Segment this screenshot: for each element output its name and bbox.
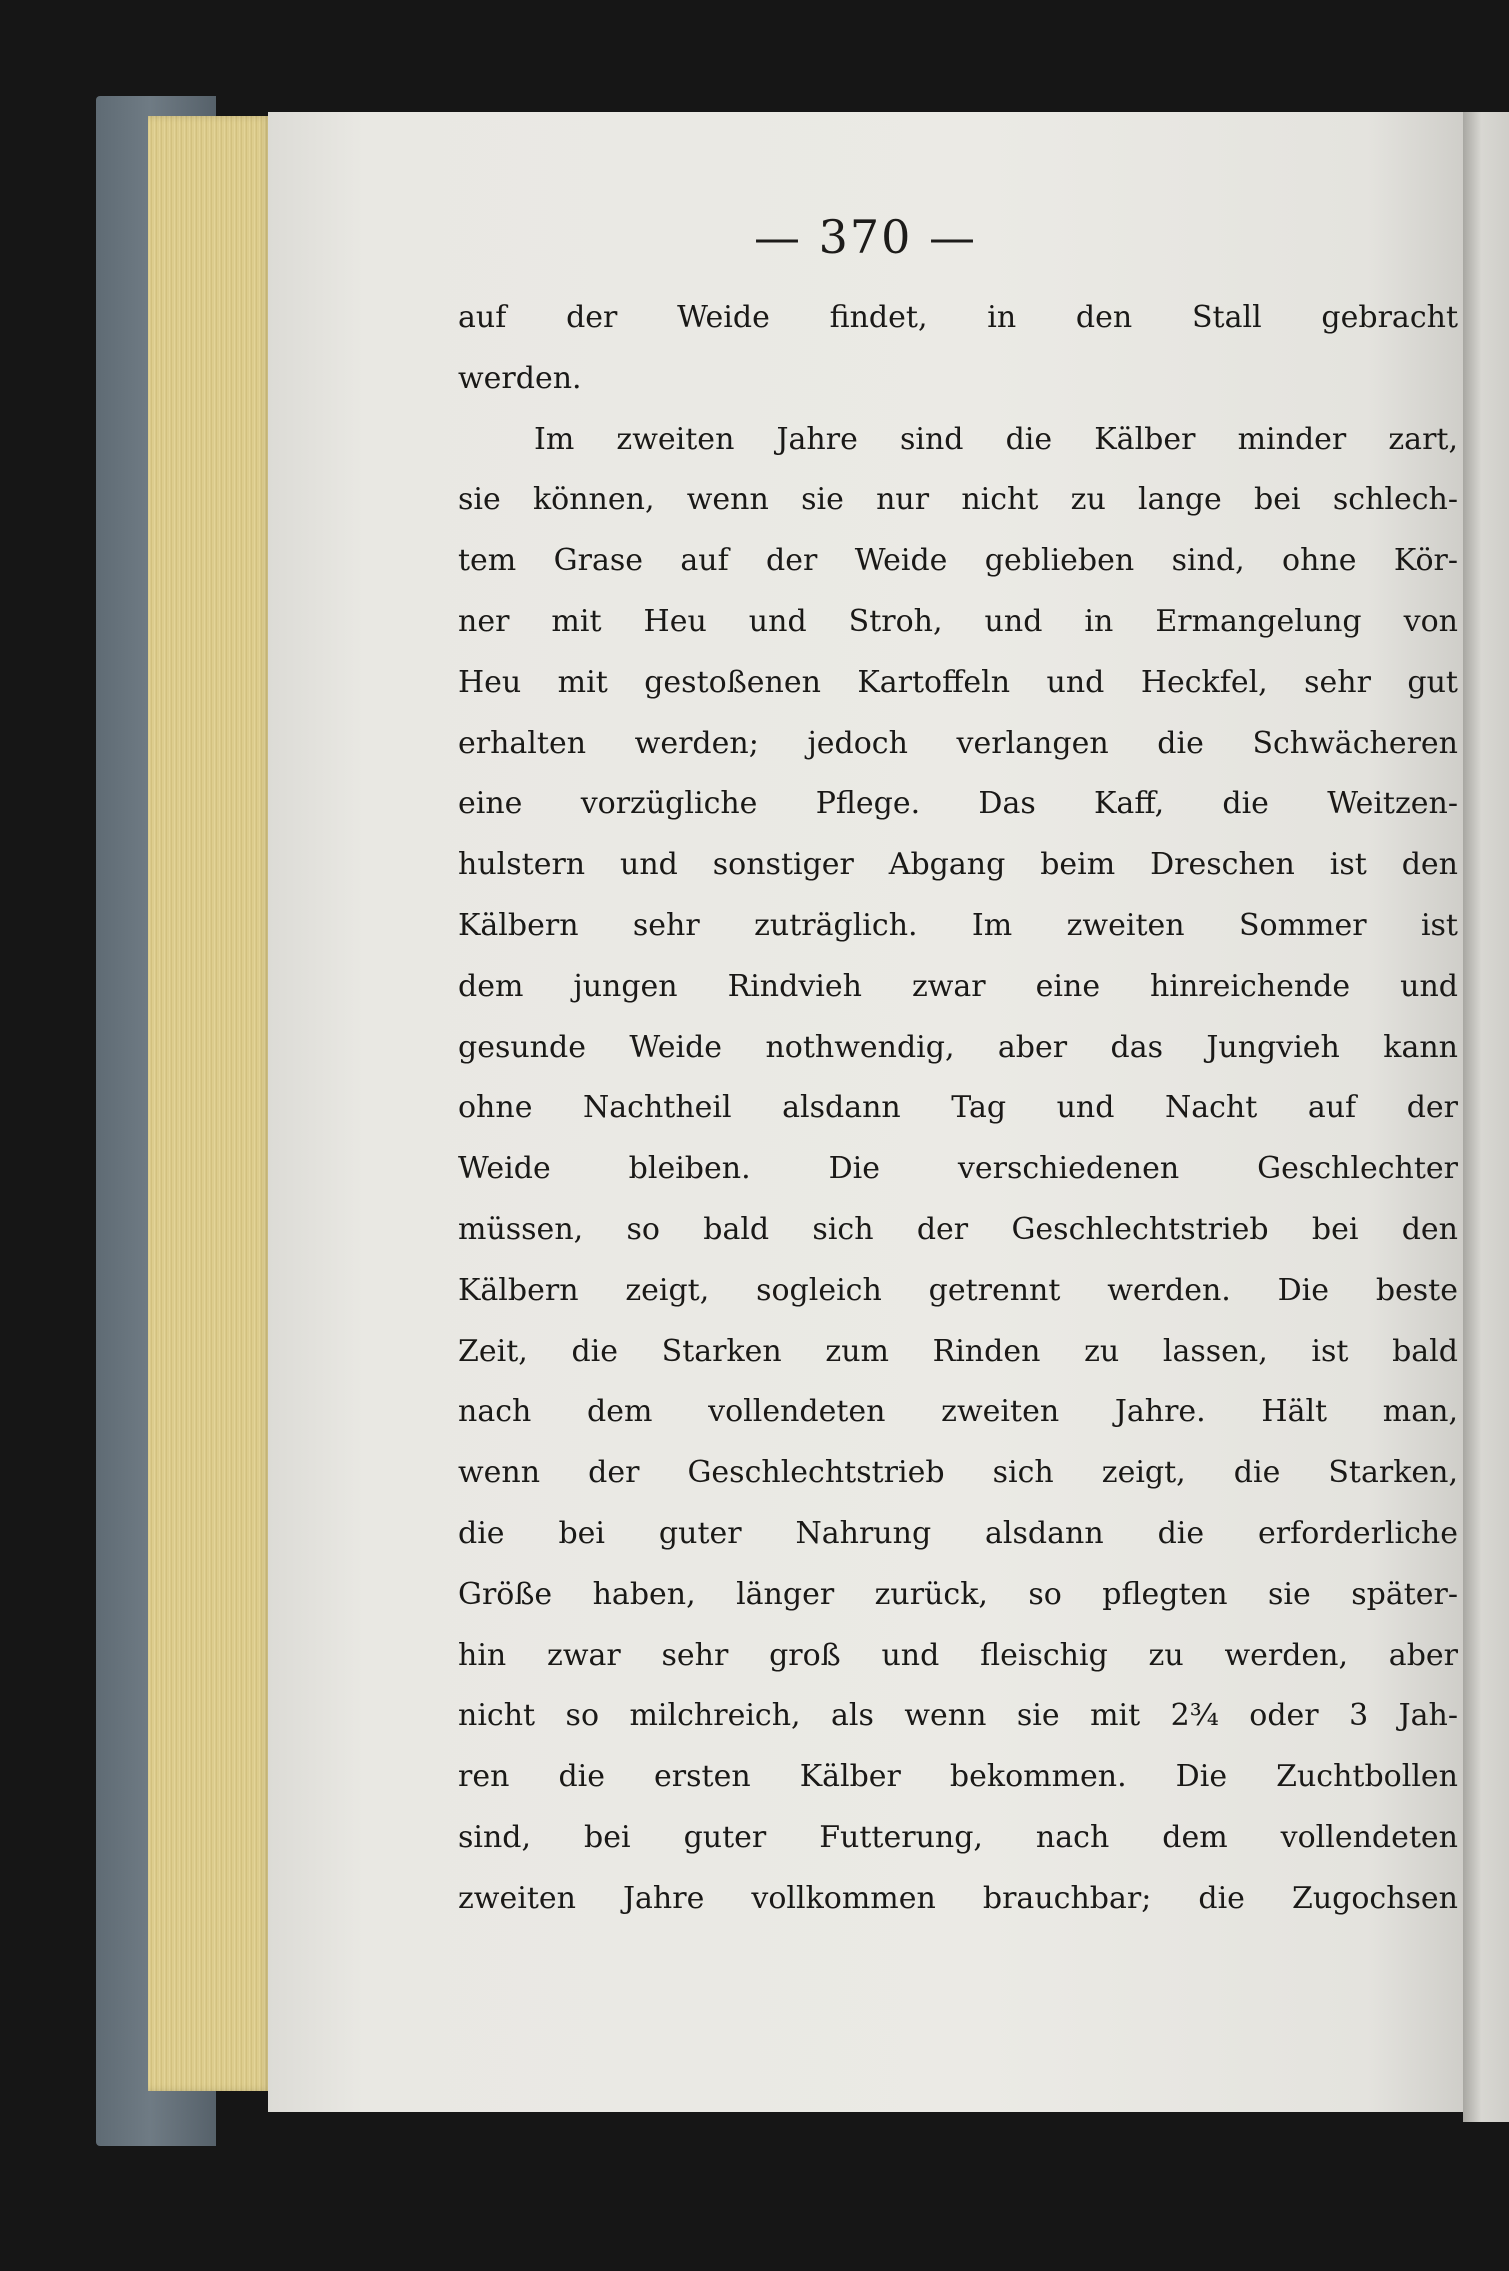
body-text	[458, 288, 1458, 1930]
text-line: hin zwar sehr groß und fleischig zu werden, aber	[458, 1637, 1458, 1673]
text-line: die bei guter Nahrung alsdann die erforderliche	[458, 1515, 1458, 1551]
text-line: zweiten Jahre vollkommen brauchbar; die Zugochsen	[458, 1880, 1458, 1916]
text-line: erhalten werden; jedoch verlangen die Schwächeren	[458, 725, 1458, 761]
text-line: Im zweiten Jahre sind die Kälber minder zart,	[534, 421, 1458, 457]
page-edges	[148, 116, 273, 2091]
text-line: ren die ersten Kälber bekommen. Die Zuchtbollen	[458, 1759, 1458, 1795]
text-line: Größe haben, länger zurück, so pflegten sie später-	[458, 1576, 1458, 1612]
text-line: gesunde Weide nothwendig, aber das Jungvieh kann	[458, 1029, 1458, 1065]
text-line: dem jungen Rindvieh zwar eine hinreichende und	[458, 968, 1458, 1004]
text-line: ner mit Heu und Stroh, und in Ermangelung von	[458, 603, 1458, 639]
facing-page-edge	[1463, 112, 1509, 2122]
text-line: wenn der Geschlechtstrieb sich zeigt, die Starken,	[458, 1455, 1458, 1491]
text-line: nicht so milchreich, als wenn sie mit 2¾ oder 3 Jah-	[458, 1698, 1458, 1734]
text-line: müssen, so bald sich der Geschlechtstrieb bei den	[458, 1211, 1458, 1247]
text-line: eine vorzügliche Pflege. Das Kaff, die Weitzen-	[458, 786, 1458, 822]
text-line: sind, bei guter Futterung, nach dem vollendeten	[458, 1819, 1458, 1855]
text-line: tem Grase auf der Weide geblieben sind, ohne Kör-	[458, 543, 1458, 579]
text-line: hulstern und sonstiger Abgang beim Dreschen ist den	[458, 847, 1458, 883]
text-line: Kälbern sehr zuträglich. Im zweiten Sommer ist	[458, 907, 1458, 943]
text-line: Zeit, die Starken zum Rinden zu lassen, ist bald	[458, 1333, 1458, 1369]
text-line: Kälbern zeigt, sogleich getrennt werden. Die beste	[458, 1272, 1458, 1308]
text-line: ohne Nachtheil alsdann Tag und Nacht auf der	[458, 1090, 1458, 1126]
text-line: auf der Weide findet, in den Stall gebracht	[458, 300, 1458, 335]
text-line: werden.	[458, 360, 582, 396]
page-number: — 370 —	[753, 210, 978, 264]
book-page	[268, 112, 1463, 2112]
text-line: Weide bleiben. Die verschiedenen Geschlechter	[458, 1151, 1458, 1187]
text-line: sie können, wenn sie nur nicht zu lange bei schlech-	[458, 482, 1458, 518]
text-line: nach dem vollendeten zweiten Jahre. Hält man,	[458, 1394, 1458, 1430]
text-line: Heu mit gestoßenen Kartoffeln und Heckfel, sehr gut	[458, 664, 1458, 700]
